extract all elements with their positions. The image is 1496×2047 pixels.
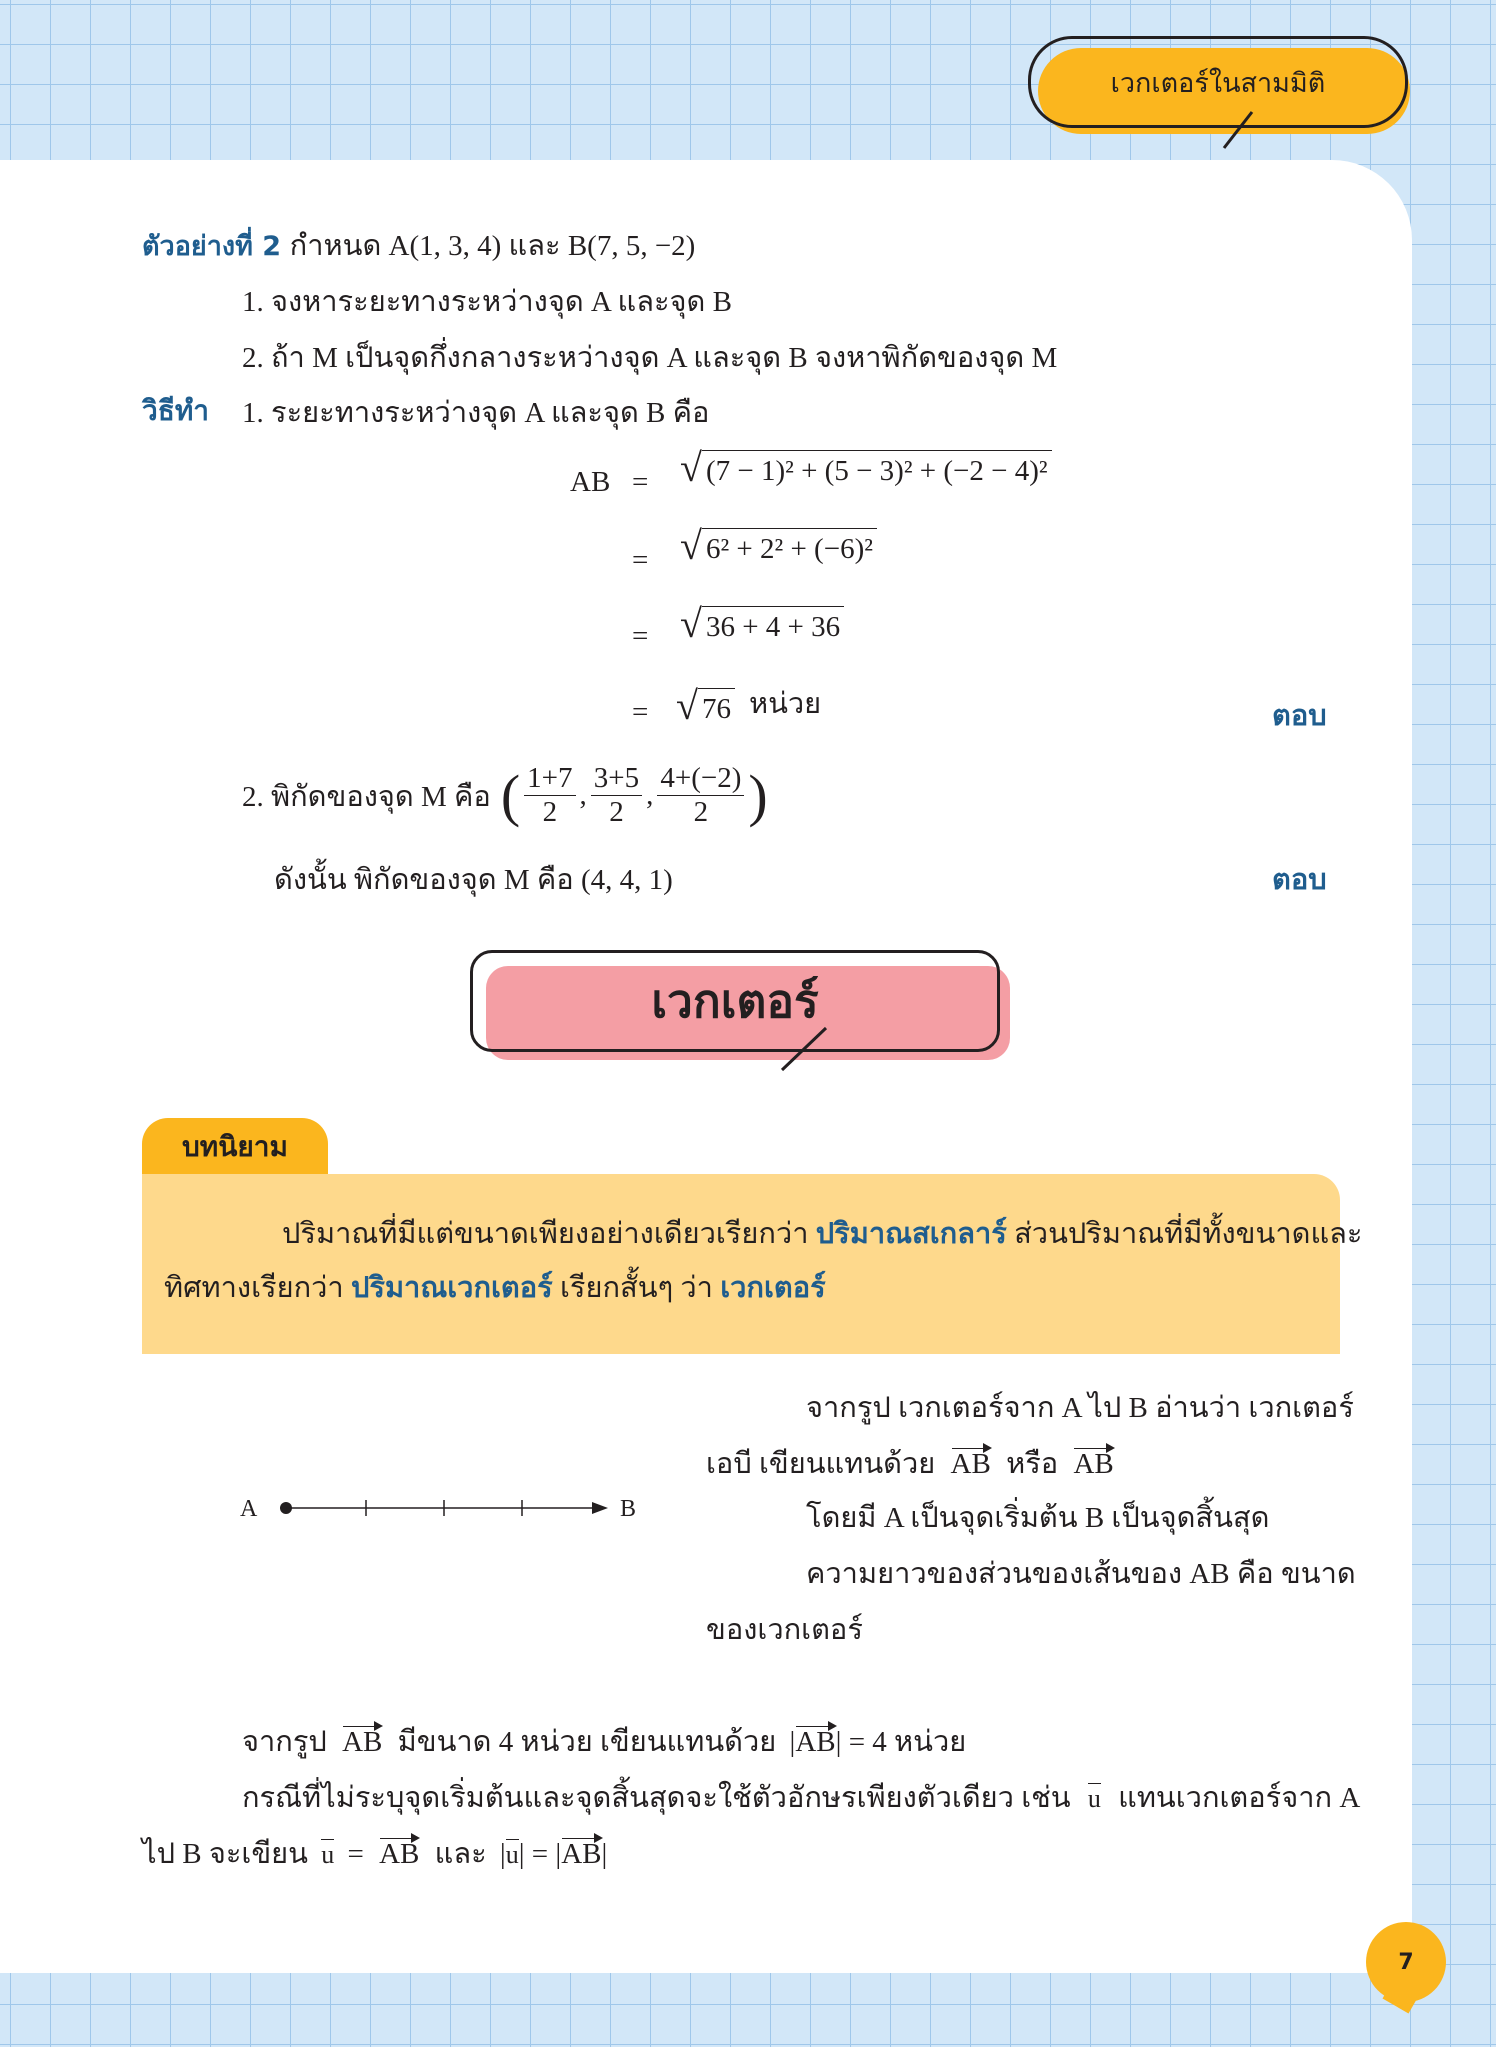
fraction-z-denominator: 2 (693, 796, 709, 828)
fraction-z (657, 762, 744, 829)
eq-sign-2: = (632, 544, 649, 576)
fraction-x (524, 762, 575, 829)
fraction-y-denominator: 2 (609, 796, 624, 828)
term-vector: เวกเตอร์ (720, 1270, 826, 1304)
eq-row-3 (680, 601, 844, 646)
bottom-line-3 (142, 1830, 607, 1876)
vector-u-notation: u (1087, 1784, 1101, 1813)
page-number: 7 (1366, 1922, 1446, 2002)
eq-row-2 (680, 523, 877, 568)
bottom-text: จากรูป (242, 1726, 327, 1758)
vector-u-notation: u (505, 1840, 519, 1869)
definition-text: ทิศทางเรียกว่า (164, 1272, 344, 1304)
vector-u-notation: u (321, 1840, 335, 1869)
eq-sign-1: = (632, 466, 649, 498)
definition-line-2 (164, 1264, 826, 1310)
bottom-text: แทนเวกเตอร์จาก A (1118, 1782, 1361, 1814)
equals-sign: = (531, 1838, 549, 1870)
explain-line-5: ของเวกเตอร์ (706, 1614, 863, 1646)
explain-line-4: ความยาวของส่วนของเส้นของ AB คือ ขนาด (806, 1558, 1356, 1590)
definition-line-1 (282, 1210, 1363, 1256)
sqrt-symbol: √ (680, 523, 702, 568)
explain-text: เอบี เขียนแทนด้วย (706, 1448, 936, 1480)
point-b-label: B (620, 1496, 637, 1522)
eq-unit: หน่วย (748, 688, 822, 720)
definition-text: ส่วนปริมาณที่มีทั้งขนาดและ (1014, 1218, 1363, 1250)
definition-tab: บทนิยาม (142, 1118, 328, 1176)
explain-text: หรือ (1006, 1448, 1059, 1480)
arrow-head (592, 1502, 608, 1514)
bottom-text: ไป B จะเขียน (142, 1838, 308, 1870)
sqrt-symbol: √ (676, 683, 698, 728)
example-given: กำหนด A(1, 3, 4) และ B(7, 5, −2) (289, 230, 696, 262)
sqrt-symbol: √ (680, 601, 702, 646)
sqrt-symbol: √ (680, 445, 702, 490)
bottom-text: และ (434, 1838, 487, 1870)
fraction-x-numerator: 1+7 (524, 762, 575, 796)
definition-text: ปริมาณที่มีแต่ขนาดเพียงอย่างเดียวเรียกว่า (282, 1218, 809, 1250)
eq-lhs: AB (570, 466, 611, 498)
explain-line-1: จากรูป เวกเตอร์จาก A ไป B อ่านว่า เวกเตอร์ (806, 1392, 1354, 1424)
eq-row-2-radicand: 6² + 2² + (−6)² (702, 528, 877, 566)
eq-sign-3: = (632, 620, 649, 652)
definition-text: เรียกสั้นๆ ว่า (560, 1272, 713, 1304)
magnitude-u: |u| (499, 1838, 525, 1870)
chapter-title: เวกเตอร์ในสามมิติ (1110, 67, 1326, 99)
vector-ab-notation: AB (950, 1448, 991, 1480)
eq-row-1-radicand: (7 − 1)² + (5 − 3)² + (−2 − 4)² (702, 450, 1052, 488)
eq-row-3-radicand: 36 + 4 + 36 (702, 606, 844, 644)
eq-row-1 (680, 445, 1052, 490)
example-question-1: 1. จงหาระยะทางระหว่างจุด A และจุด B (242, 286, 732, 318)
bottom-line-2 (242, 1774, 1360, 1820)
explain-line-2 (706, 1440, 1114, 1486)
vector-ab-notation: AB (342, 1726, 383, 1758)
term-scalar: ปริมาณสเกลาร์ (815, 1216, 1007, 1250)
bottom-text: = 4 หน่วย (848, 1726, 967, 1758)
bottom-text: มีขนาด 4 หน่วย เขียนแทนด้วย (397, 1726, 777, 1758)
equals-sign: = (347, 1838, 364, 1870)
bottom-text: กรณีที่ไม่ระบุจุดเริ่มต้นและจุดสิ้นสุดจะใช้ตัวอักษรเพียงตัวเดียว เช่น (242, 1782, 1071, 1814)
solution-step-2: 2. พิกัดของจุด M คือ ( $\frac{1+7}{2}$ , $\frac{3+5}{2}$ , $\frac{4+(-2)}{2}$ ) (242, 762, 768, 828)
paren-open: ( (500, 763, 521, 828)
solution-conclusion: ดังนั้น พิกัดของจุด M คือ (4, 4, 1) (274, 864, 673, 896)
example-question-2: 2. ถ้า M เป็นจุดกึ่งกลางระหว่างจุด A และจุด B จงหาพิกัดของจุด M (242, 342, 1058, 374)
example-label: ตัวอย่างที่ 2 (142, 231, 282, 262)
explain-line-3: โดยมี A เป็นจุดเริ่มต้น B เป็นจุดสิ้นสุด (806, 1502, 1270, 1534)
section-title: เวกเตอร์ (651, 973, 819, 1028)
answer-label-1: ตอบ (1272, 698, 1327, 732)
fraction-x-denominator: 2 (542, 796, 558, 828)
solution-label: วิธีทำ (142, 394, 209, 427)
vector-ab-notation: AB (561, 1838, 602, 1870)
point-a-label: A (240, 1496, 258, 1522)
vector-ab-notation: AB (795, 1726, 836, 1758)
vector-ab-notation: AB (1073, 1448, 1114, 1480)
magnitude-ab: |AB| (555, 1838, 608, 1870)
paren-close: ) (748, 763, 768, 828)
vector-ab-notation: AB (379, 1838, 420, 1870)
fraction-y-numerator: 3+5 (591, 762, 642, 796)
answer-label-2: ตอบ (1272, 862, 1327, 896)
fraction-y (591, 762, 642, 829)
bottom-line-1 (242, 1718, 966, 1764)
step-2-text: 2. พิกัดของจุด M คือ (242, 780, 491, 813)
eq-sign-4: = (632, 696, 649, 728)
eq-row-4 (676, 680, 821, 726)
term-vector-quantity: ปริมาณเวกเตอร์ (350, 1270, 553, 1304)
solution-step-1: 1. ระยะทางระหว่างจุด A และจุด B คือ (242, 397, 710, 429)
vector-figure (230, 1484, 650, 1528)
fraction-z-numerator: 4+(−2) (657, 762, 744, 796)
eq-row-4-radicand: 76 (698, 688, 735, 726)
magnitude-notation: |AB| (789, 1726, 842, 1758)
